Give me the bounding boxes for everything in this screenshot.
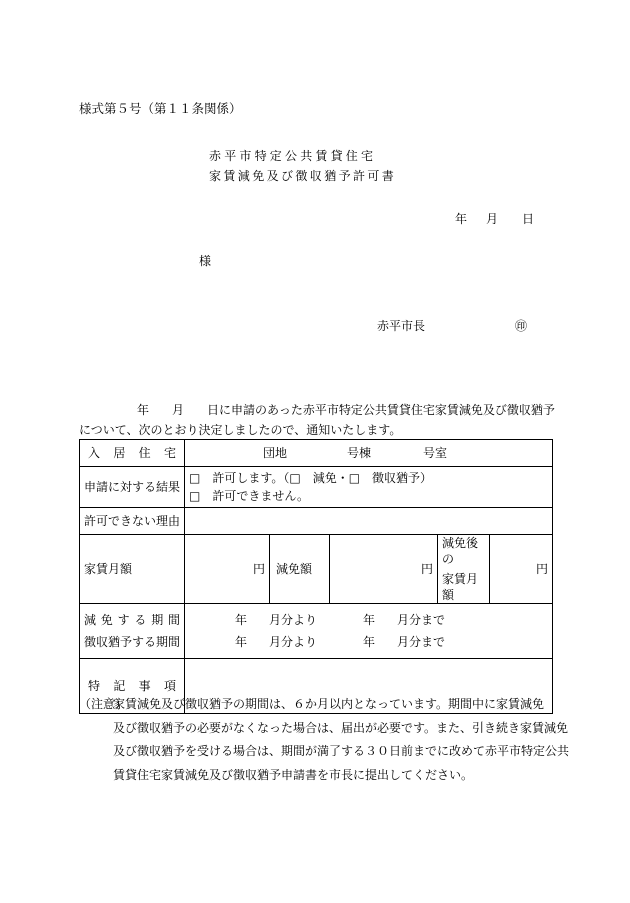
period-defer-row <box>189 634 548 650</box>
seal-mark: ㊞ <box>515 319 528 333</box>
after-reduction-label-1: 減免後の <box>442 536 479 566</box>
reason-label: 許可できない理由 <box>84 514 181 528</box>
result-label-cell <box>80 467 185 508</box>
note-line-4: 賃貸住宅家賃減免及び徴収猶予申請書を市長に提出してください。 <box>113 767 474 782</box>
reduction-value-cell[interactable] <box>330 535 438 604</box>
residence-label-cell <box>80 440 185 467</box>
intro-line-2: について、次のとおり決定しましたので、通知いたします。 <box>79 423 402 437</box>
yen-unit: 円 <box>420 562 433 576</box>
document-title-line2: 家賃減免及び徴収猶予許可書 <box>209 169 397 183</box>
period-year: 年 <box>235 613 248 627</box>
goto-label: 号棟 <box>347 446 372 460</box>
yen-unit: 円 <box>536 562 549 576</box>
date-year-label: 年 <box>455 212 468 226</box>
monthly-rent-label: 家賃月額 <box>84 562 133 576</box>
period-from: 月分より <box>269 635 318 649</box>
intro-line-1 <box>79 402 555 418</box>
table-row <box>80 604 553 659</box>
table-row <box>80 508 553 535</box>
period-to: 月分まで <box>397 635 446 649</box>
option-approve[interactable]: □ 許可します。（□ 減免・□ 徴収猶予） <box>189 471 433 485</box>
issuer-name: 赤平市長 <box>377 319 426 333</box>
result-options-cell <box>185 467 553 508</box>
after-reduction-label-cell <box>438 535 490 604</box>
period-from: 月分より <box>269 613 318 627</box>
note-section <box>79 693 570 787</box>
note-line-3: 及び徴収猶予を受ける場合は、期間が満了する３０日前までに改めて赤平市特定公共 <box>113 744 570 758</box>
option-deny[interactable]: □ 許可できません。 <box>189 489 310 503</box>
residence-value-cell[interactable] <box>185 440 553 467</box>
intro-text: 日に申請のあった赤平市特定公共賃貸住宅家賃減免及び徴収猶予 <box>207 403 555 417</box>
recipient-suffix: 様 <box>199 254 212 268</box>
date-month-label: 月 <box>486 212 499 226</box>
date-day-label: 日 <box>522 212 535 226</box>
period-reduce-label: 減免する期間 <box>84 613 180 627</box>
reason-value-cell[interactable] <box>185 508 553 535</box>
period-to: 月分まで <box>397 613 446 627</box>
period-reduce-row <box>189 612 548 628</box>
yen-unit: 円 <box>252 562 265 576</box>
danchi-label: 団地 <box>263 446 288 460</box>
period-year: 年 <box>363 613 376 627</box>
goshitsu-label: 号室 <box>423 446 448 460</box>
reduction-label: 減免額 <box>276 562 313 576</box>
monthly-rent-value-cell[interactable] <box>185 535 270 604</box>
result-label: 申請に対する結果 <box>84 480 181 494</box>
monthly-rent-label-cell <box>80 535 185 604</box>
document-title-line1: 赤平市特定公共賃貸住宅 <box>209 149 377 163</box>
period-defer-label: 徴収猶予する期間 <box>84 635 181 649</box>
remarks-label: 特記事項 <box>88 679 176 693</box>
after-reduction-label-2: 家賃月額 <box>442 572 479 602</box>
period-label-cell <box>80 604 185 659</box>
table-row <box>80 440 553 467</box>
note-head: （注意） <box>79 697 128 711</box>
intro-year: 年 <box>137 403 150 417</box>
period-year: 年 <box>363 635 376 649</box>
form-number: 様式第５号（第１１条関係） <box>79 101 242 116</box>
reason-label-cell <box>80 508 185 535</box>
note-line-2: 及び徴収猶予の必要がなくなった場合は、届出が必要です。また、引き続き家賃減免 <box>113 720 569 735</box>
intro-month: 月 <box>172 403 185 417</box>
reduction-label-cell <box>270 535 330 604</box>
permit-table <box>79 439 553 714</box>
after-reduction-value-cell[interactable] <box>490 535 553 604</box>
period-year: 年 <box>235 635 248 649</box>
table-row <box>80 535 553 604</box>
period-values-cell[interactable] <box>185 604 553 659</box>
note-line-1: 家賃減免及び徴収猶予の期間は、６か月以内となっています。期間中に家賃減免 <box>113 697 545 711</box>
table-row <box>80 467 553 508</box>
residence-label: 入居住宅 <box>88 446 176 460</box>
